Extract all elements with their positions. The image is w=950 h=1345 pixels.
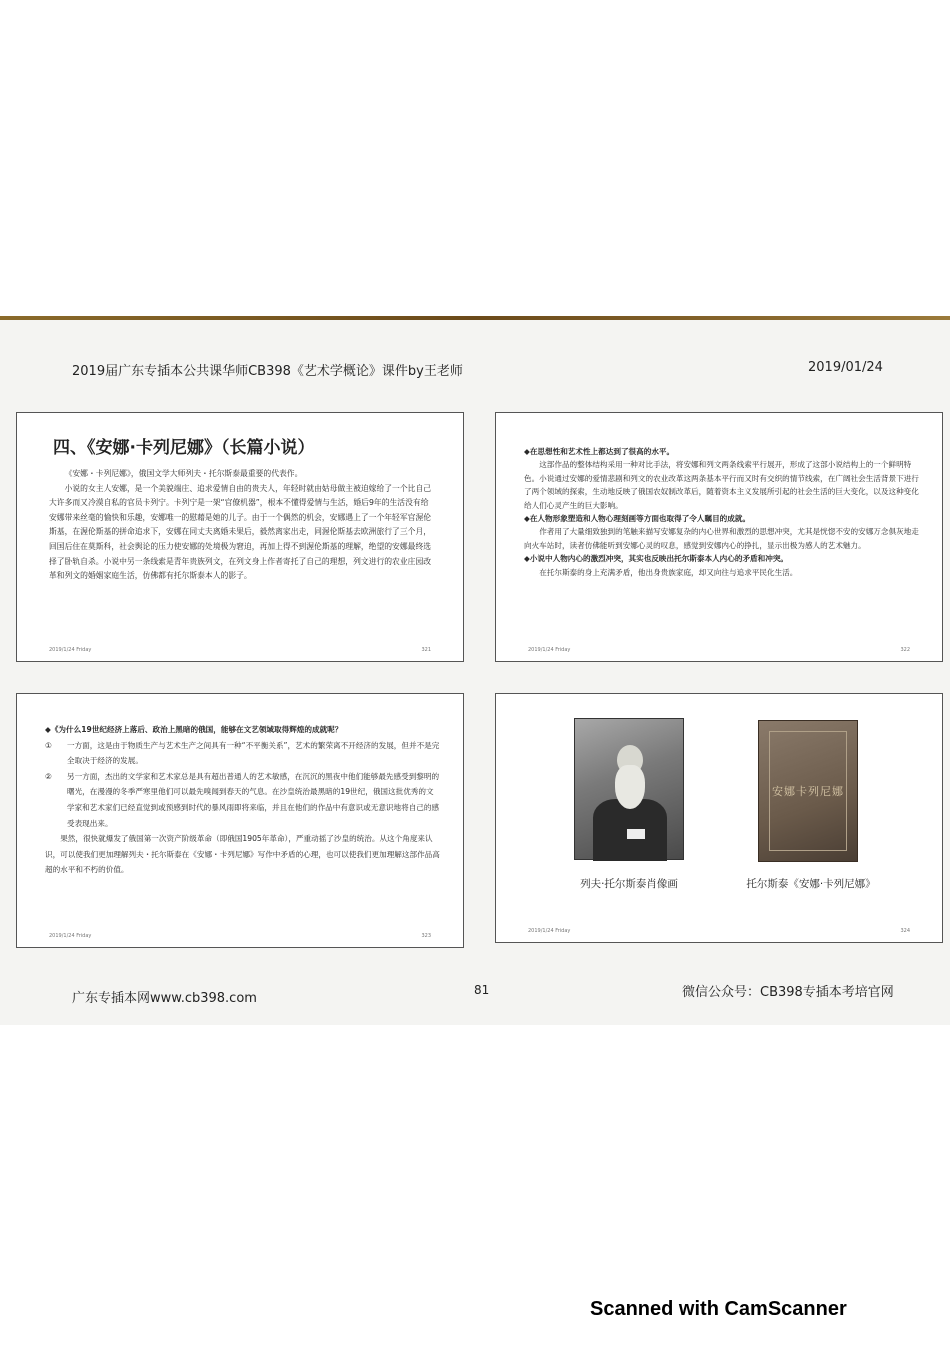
number-marker: ②	[45, 771, 52, 781]
slide-footer-number: 321	[421, 647, 431, 653]
book-cover-title: 安娜卡列尼娜	[772, 785, 844, 798]
number-marker: ①	[45, 740, 52, 750]
slide-324	[495, 693, 943, 943]
slide-footer-date: 2019/1/24 Friday	[528, 647, 571, 653]
slide-footer-number: 322	[900, 647, 910, 653]
paragraph-text: 另一方面，杰出的文学家和艺术家总是具有超出普通人的艺术敏感，在沉沉的黑夜中他们能够最先感受到黎明的曙光，在漫漫的冬季严寒里他们可以最先嗅闻到春天的气息。在沙皇统治最黑暗的19世纪，俄国这批优秀的文学家和艺术家们已经直觉到或预感到时代的暴风雨即将来临，并且在他们的作品中有意识或无意识地将自己的感受表现出来。	[67, 771, 440, 828]
book-cover-image	[758, 720, 858, 862]
slide-323	[16, 693, 464, 948]
paragraph-text: 一方面，这是由于物质生产与艺术生产之间具有一种“不平衡关系”，艺术的繁荣离不开经济的发展，但并不是完全取决于经济的发展。	[67, 740, 440, 766]
slide-body	[524, 445, 920, 579]
slide-321	[16, 412, 464, 662]
paragraph: 作者用了大量细致独到的笔触来描写安娜复杂的内心世界和激烈的思想冲突，尤其是恍惚不安的安娜万念俱灰地走向火车站时，读者仿佛能听到安娜心灵的叹息，感觉到安娜内心的挣扎，显示出极为感人的艺术魅力。	[524, 527, 919, 550]
bullet-point: ◆在人物形象塑造和人物心理刻画等方面也取得了令人瞩目的成就。	[524, 514, 751, 524]
tolstoy-portrait-image	[574, 718, 684, 860]
slide-body	[49, 467, 433, 584]
slide-title: 四、《安娜·卡列尼娜》（长篇小说）	[53, 438, 315, 458]
slide-322	[495, 412, 943, 662]
slide-footer-date: 2019/1/24 Friday	[528, 928, 571, 934]
slide-footer-number: 323	[421, 933, 431, 939]
bullet-point: ◆小说中人物内心的激烈冲突，其实也反映出托尔斯泰本人内心的矛盾和冲突。	[524, 554, 789, 564]
paragraph: 果然，很快就爆发了俄国第一次资产阶级革命（即俄国1905年革命），严重动摇了沙皇的统治。从这个角度来认识，可以使我们更加理解列夫・托尔斯泰在《安娜・卡列尼娜》写作中矛盾的心理，也可以使我们更加理解这部作品高超的水平和不朽的价值。	[45, 834, 440, 875]
page-header-date: 2019/01/24	[808, 360, 883, 375]
portrait-caption: 列夫·托尔斯泰肖像画	[580, 878, 678, 890]
scanner-watermark: Scanned with CamScanner	[590, 1298, 847, 1320]
book-cover-caption: 托尔斯泰《安娜·卡列尼娜》	[746, 878, 876, 890]
paragraph: 在托尔斯泰的身上充满矛盾，他出身贵族家庭，却又向往与追求平民化生活。	[539, 567, 798, 577]
slide-body	[45, 722, 441, 878]
slide-footer-date: 2019/1/24 Friday	[49, 647, 92, 653]
bullet-point: ◆《为什么19世纪经济上落后、政治上黑暗的俄国，能够在文艺领域取得辉煌的成就呢？	[45, 725, 343, 734]
paragraph: 《安娜・卡列尼娜》，俄国文学大师列夫・托尔斯泰最重要的代表作。	[64, 469, 303, 478]
numbered-paragraph	[45, 769, 441, 831]
slide-footer-date: 2019/1/24 Friday	[49, 933, 92, 939]
bullet-point: ◆在思想性和艺术性上都达到了很高的水平。	[524, 447, 675, 456]
slide-footer-number: 324	[900, 928, 910, 934]
footer-website: 广东专插本网www.cb398.com	[72, 991, 257, 1006]
numbered-paragraph	[45, 738, 441, 769]
paragraph: 小说的女主人安娜，是一个美貌端庄、追求爱情自由的贵夫人，年轻时就由姑母做主被迫嫁给了一个比自己大许多而又冷漠自私的官员卡列宁。卡列宁是一架“官僚机器”，根本不懂得爱情与生活，婚后9年的生活没有给安娜带来丝毫的愉快和乐趣，安娜唯一的慰藉是她的儿子。由于一个偶然的机会，安娜遇上了一个年轻军官渥伦斯基，在渥伦斯基的拼命追求下，安娜在同丈夫离婚未果后，毅然离家出走，同渥伦斯基去欧洲旅行了三个月，回国后住在莫斯科，社会舆论的压力使安娜的处境极为窘迫，再加上得不到渥伦斯基的理解，绝望的安娜最终选择了卧轨自杀。小说中另一条线索是青年贵族列文，在列文身上作者寄托了自己的理想，列文进行的农业庄园改革和列文的婚姻家庭生活，仿佛都有托尔斯泰本人的影子。	[49, 483, 432, 581]
page-header-title: 2019届广东专插本公共课华师CB398《艺术学概论》课件by王老师	[72, 364, 463, 379]
footer-wechat: 微信公众号：CB398专插本考培官网	[682, 985, 894, 1000]
page-number: 81	[474, 983, 490, 997]
paragraph: 这部作品的整体结构采用一种对比手法，将安娜和列文两条线索平行展开，形成了这部小说结构上的一个鲜明特色。小说通过安娜的爱情悲剧和列文的农业改革这两条基本平行而又时有交织的情节线索，在广阔社会生活背景下进行了两个领域的探索，生动地反映了俄国农奴制改革后，随着资本主义发展所引起的社会生活的巨大变化，以及这种变化给人们心灵产生的巨大影响。	[524, 460, 919, 510]
